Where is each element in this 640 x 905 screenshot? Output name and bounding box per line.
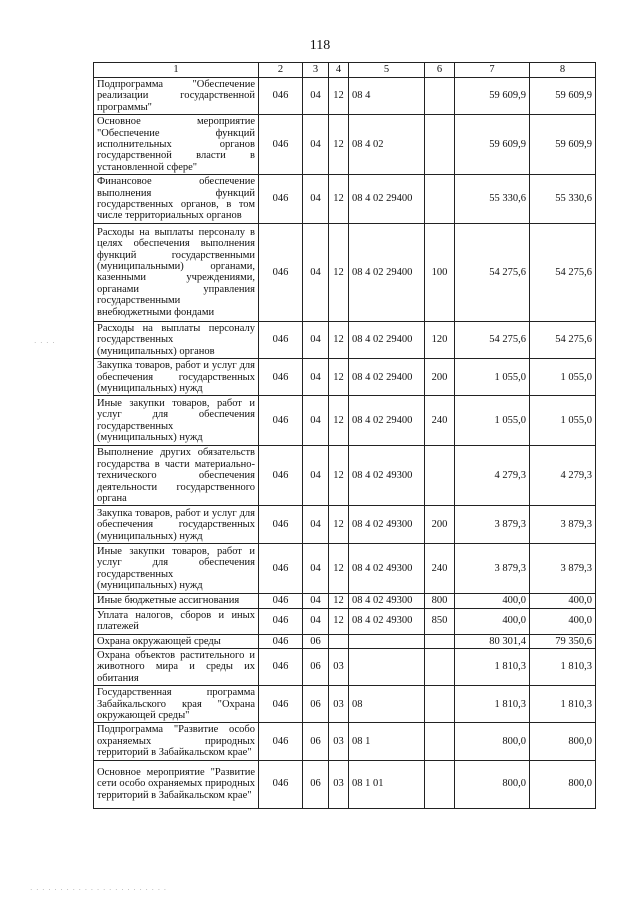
row-col-4: 12	[329, 78, 349, 115]
row-col-3: 06	[303, 686, 329, 723]
row-col-8: 1 055,0	[530, 396, 596, 446]
row-col-3: 04	[303, 594, 329, 608]
row-col-5: 08 4 02 49300	[349, 594, 425, 608]
table-row	[94, 506, 596, 544]
row-col-4: 03	[329, 648, 349, 685]
row-col-8: 4 279,3	[530, 446, 596, 506]
row-col-3: 06	[303, 723, 329, 760]
row-col-2: 046	[259, 760, 303, 808]
page-number: 118	[309, 38, 331, 53]
row-col-5: 08 4 02 49300	[349, 608, 425, 634]
row-col-2: 046	[259, 115, 303, 175]
table-row	[94, 648, 596, 685]
row-col-5: 08 4 02 49300	[349, 506, 425, 544]
row-col-7: 54 275,6	[455, 223, 530, 321]
row-col-4: 12	[329, 506, 349, 544]
table-row	[94, 760, 596, 808]
row-col-8: 55 330,6	[530, 175, 596, 224]
col-header-1: 1	[94, 63, 259, 78]
row-col-3: 04	[303, 544, 329, 594]
row-col-7: 80 301,4	[455, 634, 530, 648]
row-col-7: 4 279,3	[455, 446, 530, 506]
row-col-7: 400,0	[455, 608, 530, 634]
row-col-2: 046	[259, 321, 303, 358]
row-col-5: 08 4 02 29400	[349, 175, 425, 224]
row-col-3: 04	[303, 506, 329, 544]
row-col-3: 06	[303, 760, 329, 808]
row-col-6	[425, 686, 455, 723]
row-col-6	[425, 175, 455, 224]
row-name: Государственная программа Забайкальского края "Охрана окружающей среды"	[94, 686, 259, 723]
row-col-7: 55 330,6	[455, 175, 530, 224]
row-col-2: 046	[259, 175, 303, 224]
row-col-3: 04	[303, 115, 329, 175]
row-col-6: 850	[425, 608, 455, 634]
row-name: Финансовое обеспечение выполнения функций государственных органов, в том числе территориальных органов	[94, 175, 259, 224]
row-name: Подпрограмма "Обеспечение реализации государственной программы"	[94, 78, 259, 115]
row-col-6	[425, 446, 455, 506]
row-col-5: 08 4 02 49300	[349, 446, 425, 506]
row-col-8: 400,0	[530, 608, 596, 634]
row-col-6	[425, 634, 455, 648]
row-col-5: 08 4 02 49300	[349, 544, 425, 594]
row-col-4: 12	[329, 544, 349, 594]
row-col-2: 046	[259, 686, 303, 723]
row-col-7: 59 609,9	[455, 115, 530, 175]
row-col-8: 1 055,0	[530, 359, 596, 396]
row-name: Расходы на выплаты персоналу в целях обеспечения выполнения функций государственными (муниципальными) органами, казенными учреждениями, органами управления государственными внебюджетными фондами	[94, 223, 259, 321]
row-col-6: 800	[425, 594, 455, 608]
row-col-4: 12	[329, 594, 349, 608]
row-col-4: 12	[329, 175, 349, 224]
col-header-4: 4	[329, 63, 349, 78]
table-row	[94, 594, 596, 608]
row-col-4: 12	[329, 446, 349, 506]
row-col-4: 03	[329, 760, 349, 808]
row-col-8: 54 275,6	[530, 223, 596, 321]
row-name: Выполнение других обязательств государства в части материально-технического обеспечения деятельности государственного органа	[94, 446, 259, 506]
col-header-6: 6	[425, 63, 455, 78]
row-col-6	[425, 648, 455, 685]
row-col-2: 046	[259, 723, 303, 760]
row-col-2: 046	[259, 608, 303, 634]
row-col-3: 04	[303, 78, 329, 115]
table-row	[94, 544, 596, 594]
row-name: Основное мероприятие "Развитие сети особо охраняемых природных территорий в Забайкальском крае"	[94, 760, 259, 808]
row-col-4: 12	[329, 396, 349, 446]
row-col-8: 800,0	[530, 723, 596, 760]
row-col-8: 1 810,3	[530, 648, 596, 685]
row-col-6: 200	[425, 506, 455, 544]
table-row	[94, 608, 596, 634]
row-col-2: 046	[259, 359, 303, 396]
col-header-8: 8	[530, 63, 596, 78]
row-col-5: 08 4 02	[349, 115, 425, 175]
row-col-6	[425, 78, 455, 115]
row-col-2: 046	[259, 506, 303, 544]
row-col-3: 04	[303, 359, 329, 396]
row-col-4: 03	[329, 723, 349, 760]
table-row	[94, 115, 596, 175]
row-name: Иные бюджетные ассигнования	[94, 594, 259, 608]
row-col-5: 08 4 02 29400	[349, 396, 425, 446]
row-col-7: 1 055,0	[455, 359, 530, 396]
budget-table	[93, 62, 596, 809]
table-row	[94, 175, 596, 224]
row-col-8: 800,0	[530, 760, 596, 808]
col-header-2: 2	[259, 63, 303, 78]
row-name: Подпрограмма "Развитие особо охраняемых природных территорий в Забайкальском крае"	[94, 723, 259, 760]
row-col-3: 04	[303, 446, 329, 506]
row-col-5: 08 4 02 29400	[349, 359, 425, 396]
col-header-7: 7	[455, 63, 530, 78]
row-col-7: 59 609,9	[455, 78, 530, 115]
row-name: Иные закупки товаров, работ и услуг для обеспечения государственных (муниципальных) нужд	[94, 396, 259, 446]
row-col-5: 08 1 01	[349, 760, 425, 808]
row-col-3: 04	[303, 321, 329, 358]
row-name: Закупка товаров, работ и услуг для обеспечения государственных (муниципальных) нужд	[94, 359, 259, 396]
row-col-6	[425, 723, 455, 760]
row-col-5: 08 4	[349, 78, 425, 115]
row-col-5: 08 4 02 29400	[349, 223, 425, 321]
row-col-6: 120	[425, 321, 455, 358]
row-col-3: 04	[303, 223, 329, 321]
row-col-7: 800,0	[455, 760, 530, 808]
row-col-3: 06	[303, 648, 329, 685]
table-row	[94, 78, 596, 115]
row-col-6	[425, 115, 455, 175]
row-col-5: 08 4 02 29400	[349, 321, 425, 358]
col-header-3: 3	[303, 63, 329, 78]
table-row	[94, 446, 596, 506]
row-col-5: 08	[349, 686, 425, 723]
row-name: Охрана объектов растительного и животного мира и среды их обитания	[94, 648, 259, 685]
row-col-8: 79 350,6	[530, 634, 596, 648]
row-col-7: 400,0	[455, 594, 530, 608]
table-row	[94, 686, 596, 723]
row-name: Иные закупки товаров, работ и услуг для обеспечения государственных (муниципальных) нужд	[94, 544, 259, 594]
table-row	[94, 634, 596, 648]
row-col-2: 046	[259, 223, 303, 321]
row-col-6: 240	[425, 396, 455, 446]
row-col-8: 1 810,3	[530, 686, 596, 723]
col-header-5: 5	[349, 63, 425, 78]
row-col-2: 046	[259, 634, 303, 648]
table-row	[94, 321, 596, 358]
row-col-3: 06	[303, 634, 329, 648]
row-col-7: 54 275,6	[455, 321, 530, 358]
row-col-8: 54 275,6	[530, 321, 596, 358]
row-col-8: 400,0	[530, 594, 596, 608]
header-row	[94, 63, 596, 78]
table-row	[94, 396, 596, 446]
row-col-3: 04	[303, 608, 329, 634]
row-col-4: 12	[329, 223, 349, 321]
row-col-4: 03	[329, 686, 349, 723]
row-name: Уплата налогов, сборов и иных платежей	[94, 608, 259, 634]
row-col-7: 1 810,3	[455, 686, 530, 723]
table-row	[94, 223, 596, 321]
row-col-2: 046	[259, 446, 303, 506]
row-col-4	[329, 634, 349, 648]
row-name: Закупка товаров, работ и услуг для обеспечения государственных (муниципальных) нужд	[94, 506, 259, 544]
row-col-5	[349, 634, 425, 648]
row-col-8: 3 879,3	[530, 506, 596, 544]
row-name: Охрана окружающей среды	[94, 634, 259, 648]
row-col-3: 04	[303, 396, 329, 446]
row-col-5	[349, 648, 425, 685]
row-col-7: 3 879,3	[455, 544, 530, 594]
row-col-7: 800,0	[455, 723, 530, 760]
row-col-7: 1 810,3	[455, 648, 530, 685]
table-row	[94, 359, 596, 396]
row-col-2: 046	[259, 396, 303, 446]
row-col-4: 12	[329, 359, 349, 396]
row-name: Основное мероприятие "Обеспечение функций исполнительных органов государственной власти в установленной сфере"	[94, 115, 259, 175]
row-col-4: 12	[329, 608, 349, 634]
row-col-5: 08 1	[349, 723, 425, 760]
row-col-6: 100	[425, 223, 455, 321]
row-col-4: 12	[329, 115, 349, 175]
row-col-2: 046	[259, 78, 303, 115]
row-col-8: 59 609,9	[530, 115, 596, 175]
row-col-2: 046	[259, 544, 303, 594]
row-col-6: 200	[425, 359, 455, 396]
table-row	[94, 723, 596, 760]
row-col-7: 1 055,0	[455, 396, 530, 446]
row-col-6	[425, 760, 455, 808]
row-col-4: 12	[329, 321, 349, 358]
row-col-8: 59 609,9	[530, 78, 596, 115]
row-col-3: 04	[303, 175, 329, 224]
scan-artifact: · · · · · · · · · · · · · · · · · · · · · · ·	[30, 886, 168, 894]
row-col-2: 046	[259, 594, 303, 608]
row-name: Расходы на выплаты персоналу государственных (муниципальных) органов	[94, 321, 259, 358]
scan-artifact: · · · ·	[34, 339, 56, 347]
row-col-8: 3 879,3	[530, 544, 596, 594]
row-col-7: 3 879,3	[455, 506, 530, 544]
row-col-2: 046	[259, 648, 303, 685]
row-col-6: 240	[425, 544, 455, 594]
